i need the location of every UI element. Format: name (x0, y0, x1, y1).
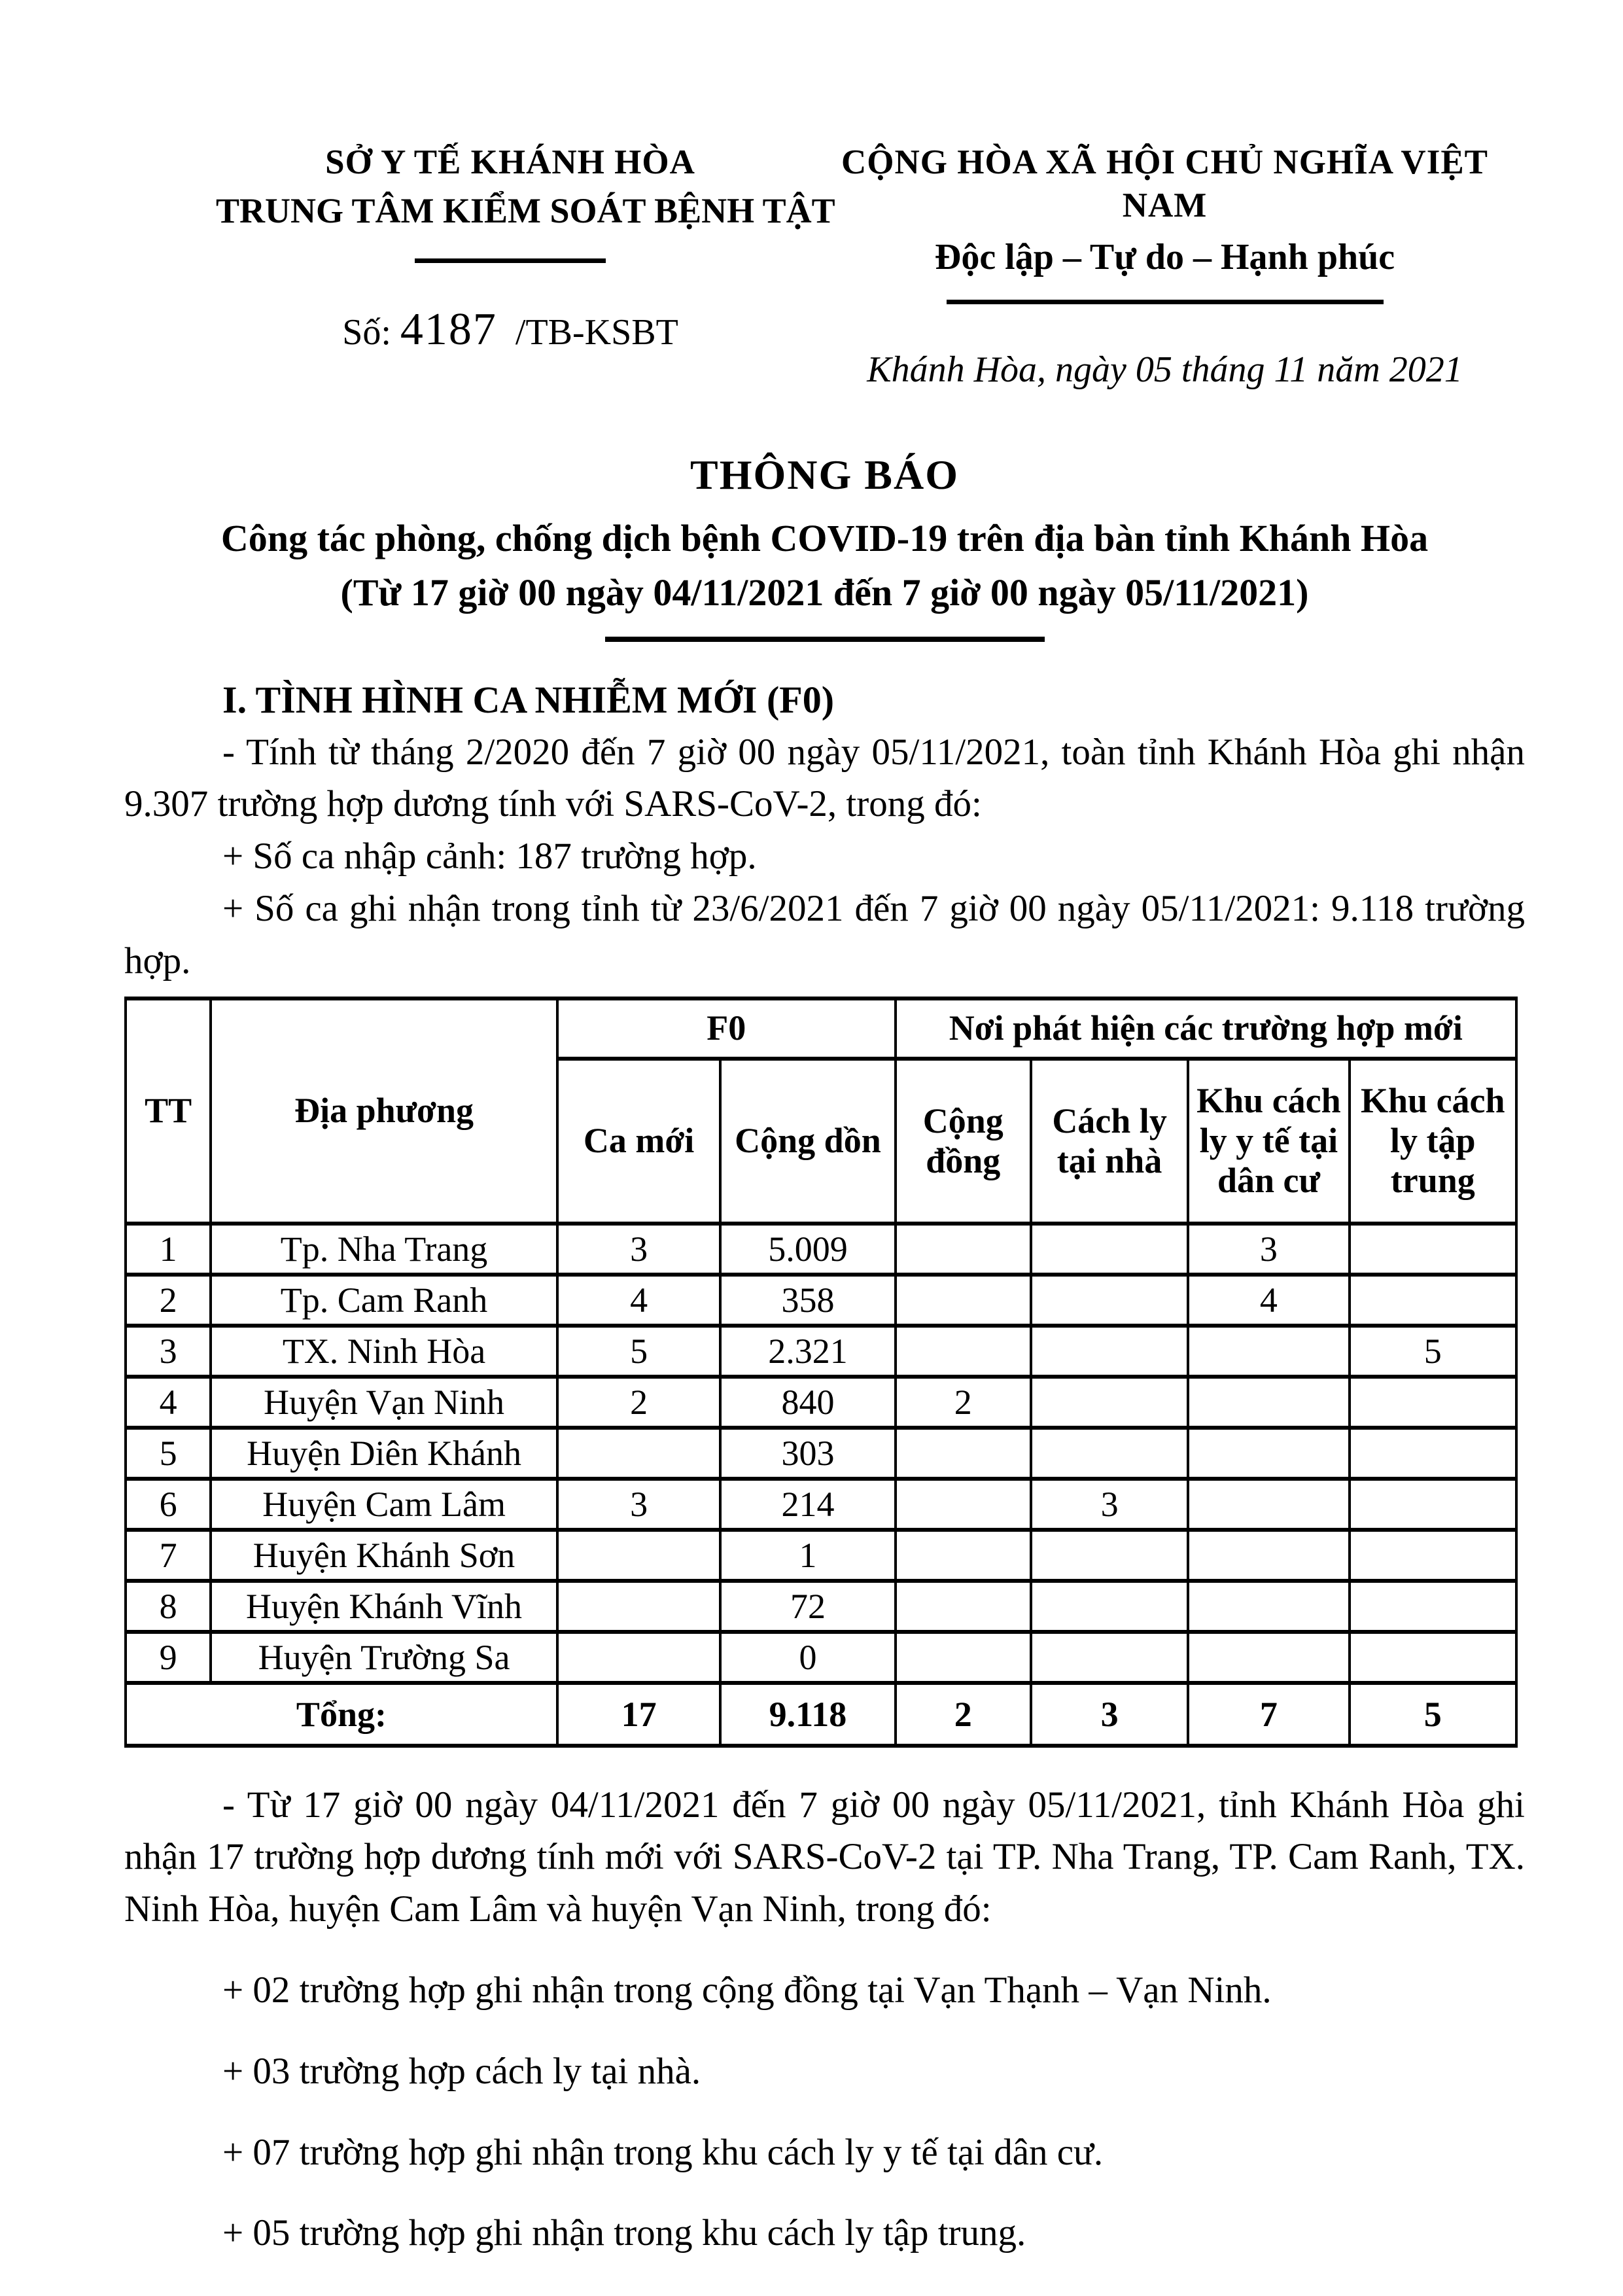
table-row (126, 1377, 1516, 1428)
national-motto-block (805, 141, 1525, 391)
issuing-agency-block (216, 141, 835, 391)
table-cell (1350, 1581, 1516, 1632)
table-row (126, 1581, 1516, 1632)
table-cell (1188, 1581, 1349, 1632)
document-number-label: Số: (342, 311, 391, 353)
table-cell-locality: TX. Ninh Hòa (211, 1326, 557, 1377)
table-cell: 4 (126, 1377, 211, 1428)
table-cell (1350, 1275, 1516, 1326)
table-row (126, 1479, 1516, 1530)
table-cell (557, 1428, 720, 1479)
document-number-value: 4187 (400, 304, 497, 355)
table-cell: 6 (126, 1479, 211, 1530)
total-label-cell: Tổng: (126, 1683, 557, 1746)
report-period: (Từ 17 giờ 00 ngày 04/11/2021 đến 7 giờ 00 ngày 05/11/2021) (340, 571, 1309, 614)
table-total-row (126, 1683, 1516, 1746)
table-cell (557, 1530, 720, 1581)
item-medical-quarantine-cases: + 07 trường hợp ghi nhận trong khu cách ly y tế tại dân cư. (222, 2131, 1104, 2173)
table-cell (896, 1224, 1031, 1275)
table-cell: 5 (126, 1428, 211, 1479)
total-cell: 5 (1350, 1683, 1516, 1746)
table-cell (1350, 1377, 1516, 1428)
national-motto: Độc lập – Tự do – Hạnh phúc (934, 236, 1395, 277)
section-new-infections (124, 673, 1525, 987)
table-cell-locality: Huyện Khánh Vĩnh (211, 1581, 557, 1632)
table-cell: 358 (720, 1275, 895, 1326)
table-cell (1031, 1428, 1188, 1479)
table-cell: 5 (1350, 1326, 1516, 1377)
table-cell: 2 (896, 1377, 1031, 1428)
table-cell (1350, 1479, 1516, 1530)
table-cell (1031, 1530, 1188, 1581)
table-cell: 303 (720, 1428, 895, 1479)
table-row (126, 1428, 1516, 1479)
table-cell: 4 (1188, 1275, 1349, 1326)
table-cell (1031, 1275, 1188, 1326)
table-cell: 8 (126, 1581, 211, 1632)
total-cell: 2 (896, 1683, 1031, 1746)
document-number-line (216, 304, 805, 356)
table-cell (896, 1581, 1031, 1632)
table-cell (1188, 1326, 1349, 1377)
table-cell (896, 1326, 1031, 1377)
document-subtitle: Công tác phòng, chống dịch bệnh COVID-19 trên địa bàn tỉnh Khánh Hòa (220, 516, 1429, 559)
section-heading: I. TÌNH HÌNH CA NHIỄM MỚI (F0) (222, 678, 835, 721)
col-header-medical-quarantine-area: Khu cách ly y tế tại dân cư (1188, 1059, 1349, 1224)
total-cell: 3 (1031, 1683, 1188, 1746)
table-cell (1188, 1377, 1349, 1428)
table-row (126, 1326, 1516, 1377)
table-cell (1031, 1224, 1188, 1275)
paragraph-local-cases: + Số ca ghi nhận trong tỉnh từ 23/6/2021 đến 7 giờ 00 ngày 05/11/2021: 9.118 trường hợp. (124, 888, 1525, 981)
table-cell: 3 (1031, 1479, 1188, 1530)
table-cell: 0 (720, 1632, 895, 1683)
col-header-locality: Địa phương (211, 998, 557, 1224)
table-cell (1350, 1632, 1516, 1683)
table-cell: 214 (720, 1479, 895, 1530)
table-header-row-groups (126, 998, 1516, 1059)
table-row (126, 1224, 1516, 1275)
document-number-suffix: /TB-KSBT (515, 311, 678, 353)
table-cell-locality: Huyện Vạn Ninh (211, 1377, 557, 1428)
document-header (124, 141, 1525, 391)
table-cell (1350, 1428, 1516, 1479)
table-cell (1031, 1632, 1188, 1683)
document-title: THÔNG BÁO (690, 451, 959, 498)
item-home-quarantine-cases: + 03 trường hợp cách ly tại nhà. (222, 2050, 701, 2092)
table-cell (1188, 1479, 1349, 1530)
col-group-detection-place: Nơi phát hiện các trường hợp mới (896, 998, 1516, 1059)
paragraph-new-cases-summary: - Từ 17 giờ 00 ngày 04/11/2021 đến 7 giờ 00 ngày 05/11/2021, tỉnh Khánh Hòa ghi nhận 17 trường hợp dương tính mới với SARS-CoV-2 tại TP. Nha Trang, TP. Cam Ranh, TX. Ninh Hòa, huyện Cam Lâm và huyện Vạn Ninh, trong đó: (124, 1784, 1525, 1930)
table-row (126, 1275, 1516, 1326)
table-cell (896, 1530, 1031, 1581)
table-cell: 9 (126, 1632, 211, 1683)
table-cell: 3 (1188, 1224, 1349, 1275)
table-cell (1188, 1530, 1349, 1581)
table-cell (557, 1632, 720, 1683)
table-cell (1350, 1224, 1516, 1275)
table-cell: 5 (557, 1326, 720, 1377)
table-cell: 3 (557, 1224, 720, 1275)
table-cell: 4 (557, 1275, 720, 1326)
table-cell: 2 (126, 1275, 211, 1326)
table-cell: 840 (720, 1377, 895, 1428)
table-cell: 1 (720, 1530, 895, 1581)
table-cell (896, 1632, 1031, 1683)
table-cell: 2 (557, 1377, 720, 1428)
col-group-f0: F0 (557, 998, 896, 1059)
table-cell-locality: Huyện Cam Lâm (211, 1479, 557, 1530)
motto-underline-rule (947, 300, 1384, 304)
item-centralized-quarantine-cases: + 05 trường hợp ghi nhận trong khu cách ly tập trung. (222, 2212, 1026, 2254)
col-header-home-quarantine: Cách ly tại nhà (1031, 1059, 1188, 1224)
table-cell: 72 (720, 1581, 895, 1632)
table-cell: 1 (126, 1224, 211, 1275)
table-cell: 7 (126, 1530, 211, 1581)
table-cell (1188, 1428, 1349, 1479)
item-community-cases: + 02 trường hợp ghi nhận trong cộng đồng tại Vạn Thạnh – Vạn Ninh. (222, 1969, 1272, 2011)
parent-agency-name: SỞ Y TẾ KHÁNH HÒA (325, 143, 695, 181)
col-header-new-cases: Ca mới (557, 1059, 720, 1224)
table-cell (1350, 1530, 1516, 1581)
national-title: CỘNG HÒA XÃ HỘI CHỦ NGHĨA VIỆT NAM (841, 143, 1489, 225)
issuing-agency-name: TRUNG TÂM KIỂM SOÁT BỆNH TẬT (216, 191, 835, 231)
agency-underline-rule (415, 258, 606, 263)
table-cell-locality: Tp. Nha Trang (211, 1224, 557, 1275)
table-cell-locality: Huyện Diên Khánh (211, 1428, 557, 1479)
col-header-tt: TT (126, 998, 211, 1224)
table-cell (557, 1581, 720, 1632)
total-cell: 17 (557, 1683, 720, 1746)
table-cell (896, 1428, 1031, 1479)
table-cell-locality: Huyện Trường Sa (211, 1632, 557, 1683)
col-header-centralized-quarantine: Khu cách ly tập trung (1350, 1059, 1516, 1224)
table-cell: 5.009 (720, 1224, 895, 1275)
total-cell: 7 (1188, 1683, 1349, 1746)
table-row (126, 1530, 1516, 1581)
col-header-community: Cộng đồng (896, 1059, 1031, 1224)
table-row (126, 1632, 1516, 1683)
case-statistics-table (124, 997, 1518, 1748)
place-date-line: Khánh Hòa, ngày 05 tháng 11 năm 2021 (867, 349, 1463, 390)
total-cell: 9.118 (720, 1683, 895, 1746)
table-cell: 3 (557, 1479, 720, 1530)
table-cell (896, 1275, 1031, 1326)
table-cell (1031, 1377, 1188, 1428)
title-underline-rule (605, 637, 1045, 642)
table-cell-locality: Huyện Khánh Sơn (211, 1530, 557, 1581)
table-cell: 3 (126, 1326, 211, 1377)
table-cell (896, 1479, 1031, 1530)
table-cell (1031, 1326, 1188, 1377)
col-header-cumulative: Cộng dồn (720, 1059, 895, 1224)
table-cell: 2.321 (720, 1326, 895, 1377)
paragraph-cumulative-cases: - Tính từ tháng 2/2020 đến 7 giờ 00 ngày 05/11/2021, toàn tỉnh Khánh Hòa ghi nhận 9.307 trường hợp dương tính với SARS-CoV-2, trong đó: (124, 731, 1525, 825)
section-new-cases-detail (124, 1779, 1525, 2260)
table-cell-locality: Tp. Cam Ranh (211, 1275, 557, 1326)
table-cell (1031, 1581, 1188, 1632)
table-cell (1188, 1632, 1349, 1683)
paragraph-imported-cases: + Số ca nhập cảnh: 187 trường hợp. (222, 836, 757, 877)
title-block (124, 451, 1525, 642)
